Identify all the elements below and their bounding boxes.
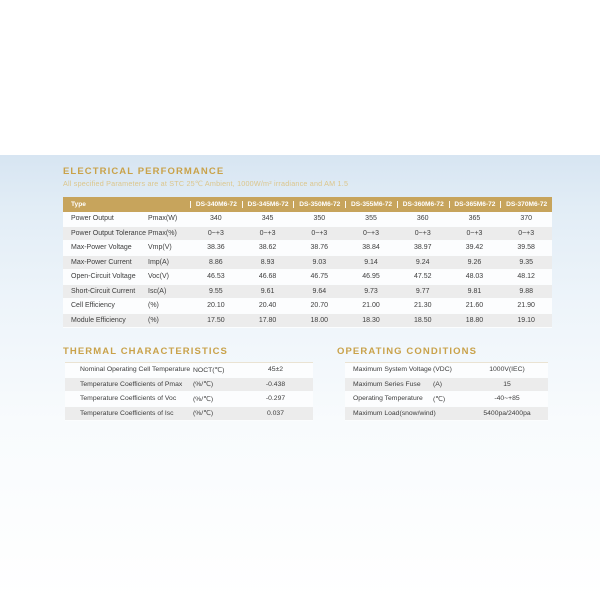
parameter-value: 21.90 (517, 302, 535, 310)
table-row (65, 378, 313, 393)
table-row (65, 363, 313, 378)
parameter-value: 18.80 (465, 316, 484, 324)
table-row (345, 363, 548, 378)
parameter-value: 46.53 (207, 273, 225, 281)
parameter-label: Maximum System Voltage (353, 366, 432, 374)
parameter-label: Open-Circuit Voltage (71, 273, 136, 281)
parameter-value: 9.03 (312, 258, 327, 266)
parameter-unit: Vmp(V) (148, 244, 172, 252)
model-header-cell: DS-355M6-72 (345, 201, 397, 208)
parameter-value: 45±2 (267, 366, 284, 374)
electrical-table-row (63, 314, 552, 329)
parameter-value: 46.68 (258, 273, 277, 281)
type-header-cell: Type (71, 201, 86, 208)
parameter-value: 38.76 (310, 244, 329, 252)
parameter-value: 18.30 (362, 316, 380, 324)
parameter-label: Temperature Coefficients of Isc (80, 409, 174, 417)
electrical-table-row (63, 299, 552, 314)
electrical-table-row (63, 212, 552, 227)
parameter-value: 0~+3 (414, 229, 431, 237)
parameter-value: 21.30 (413, 302, 432, 310)
parameter-label: Temperature Coefficients of Voc (80, 395, 177, 403)
parameter-label: Short-Circuit Current (71, 287, 136, 295)
parameter-label: Power Output Tolerance (71, 229, 146, 237)
parameter-value: 9.55 (209, 287, 223, 295)
table-row (65, 407, 313, 422)
parameter-unit: (%/℃) (193, 395, 214, 403)
parameter-value: 48.03 (465, 273, 484, 281)
parameter-unit: (A) (433, 380, 443, 388)
parameter-value: 340 (210, 215, 222, 223)
parameter-value: 39.42 (465, 244, 484, 252)
parameter-value: 9.64 (312, 287, 327, 295)
parameter-value: 9.73 (364, 287, 378, 295)
parameter-value: 8.93 (260, 258, 275, 266)
parameter-value: 38.36 (207, 244, 225, 252)
parameter-value: 20.40 (258, 302, 277, 310)
parameter-unit: Isc(A) (148, 287, 167, 295)
parameter-value: 0~+3 (363, 229, 379, 237)
parameter-value: 9.35 (519, 258, 533, 266)
parameter-value: 8.86 (209, 258, 223, 266)
parameter-value: 9.81 (467, 287, 482, 295)
parameter-value: -0.297 (265, 395, 286, 403)
parameter-value: 365 (468, 215, 481, 223)
parameter-value: 0~+3 (259, 229, 276, 237)
model-header-cell: DS-340M6-72 (190, 201, 242, 208)
electrical-table-row (63, 241, 552, 256)
parameter-value: 350 (313, 215, 326, 223)
electrical-table-header-row (63, 197, 552, 212)
parameter-value: 20.10 (207, 302, 225, 310)
parameter-value: 46.95 (362, 273, 380, 281)
parameter-unit: (℃) (433, 395, 446, 403)
parameter-value: 46.75 (310, 273, 329, 281)
parameter-value: 9.77 (415, 287, 430, 295)
parameter-value: 0~+3 (466, 229, 483, 237)
parameter-value: 9.88 (519, 287, 533, 295)
electrical-table-row (63, 227, 552, 242)
model-header-cell: DS-365M6-72 (449, 201, 501, 208)
parameter-label: Temperature Coefficients of Pmax (80, 380, 183, 388)
parameter-value: 48.12 (517, 273, 535, 281)
parameter-value: 360 (416, 215, 429, 223)
parameter-value: 0~+3 (311, 229, 328, 237)
electrical-table-body (63, 212, 552, 328)
parameter-value: 9.24 (415, 258, 430, 266)
operating-conditions-table (345, 362, 548, 421)
parameter-label: Maximum Load(snow/wind) (353, 409, 436, 417)
parameter-value: 21.00 (362, 302, 380, 310)
parameter-unit: (%) (148, 316, 159, 324)
parameter-value: 345 (261, 215, 274, 223)
electrical-table-row (63, 256, 552, 271)
parameter-value: 9.14 (364, 258, 378, 266)
table-row (65, 392, 313, 407)
parameter-label: Max-Power Voltage (71, 244, 132, 252)
parameter-value: 9.61 (260, 287, 275, 295)
parameter-value: -40~+85 (494, 395, 520, 403)
parameter-value: 38.84 (362, 244, 380, 252)
parameter-value: 18.00 (310, 316, 329, 324)
operating-conditions-title: OPERATING CONDITIONS (337, 346, 478, 357)
parameter-unit: (VDC) (433, 366, 452, 374)
table-row (345, 378, 548, 393)
parameter-value: 47.52 (413, 273, 432, 281)
parameter-label: Nominal Operating Cell Temperature (80, 366, 191, 374)
parameter-value: 355 (365, 215, 377, 223)
electrical-performance-subtitle: All specified Parameters are at STC 25℃ Ambient, 1000W/m² irradiance and AM 1.5 (63, 179, 349, 188)
model-header-cell: DS-370M6-72 (500, 201, 552, 208)
parameter-value: 19.10 (517, 316, 535, 324)
parameter-unit: (%/℃) (193, 381, 214, 389)
table-row (345, 392, 548, 407)
parameter-value: 38.62 (258, 244, 277, 252)
model-header-cells (190, 197, 552, 212)
parameter-value: 0~+3 (207, 229, 224, 237)
parameter-value: 38.97 (413, 244, 432, 252)
parameter-label: Maximum Series Fuse (353, 380, 421, 388)
parameter-value: 39.58 (517, 244, 535, 252)
parameter-value: 0~+3 (518, 229, 535, 237)
parameter-unit: Imp(A) (148, 258, 169, 266)
parameter-unit: NOCT(℃) (193, 366, 225, 374)
parameter-unit: Pmax(%) (148, 229, 177, 237)
electrical-performance-table (63, 197, 552, 328)
parameter-value: 370 (520, 215, 533, 223)
parameter-label: Cell Efficiency (71, 302, 115, 310)
thermal-characteristics-table (65, 362, 313, 421)
thermal-characteristics-title: THERMAL CHARACTERISTICS (63, 346, 228, 357)
parameter-unit: Pmax(W) (148, 215, 178, 223)
parameter-value: 9.26 (467, 258, 482, 266)
parameter-value: 5400pa/2400pa (483, 409, 531, 417)
model-header-cell: DS-350M6-72 (293, 201, 345, 208)
table-row (345, 407, 548, 422)
electrical-table-row (63, 270, 552, 285)
parameter-value: 20.70 (310, 302, 329, 310)
parameter-value: 21.60 (465, 302, 484, 310)
parameter-value: 15 (503, 380, 511, 388)
electrical-performance-title: ELECTRICAL PERFORMANCE (63, 166, 225, 177)
parameter-unit: (%) (148, 302, 159, 310)
parameter-value: -0.438 (265, 380, 286, 388)
parameter-value: 0.037 (266, 409, 284, 417)
model-header-cell: DS-345M6-72 (242, 201, 294, 208)
model-header-cell: DS-360M6-72 (397, 201, 449, 208)
parameter-label: Power Output (71, 215, 114, 223)
parameter-unit: Voc(V) (148, 273, 170, 281)
electrical-table-row (63, 285, 552, 300)
parameter-value: 17.80 (258, 316, 277, 324)
parameter-value: 1000V(IEC) (489, 366, 525, 374)
parameter-label: Module Efficiency (71, 316, 126, 324)
parameter-unit: (%/℃) (193, 410, 214, 418)
parameter-label: Operating Temperature (353, 395, 423, 403)
parameter-label: Max-Power Current (71, 258, 132, 266)
parameter-value: 18.50 (413, 316, 432, 324)
parameter-value: 17.50 (207, 316, 225, 324)
